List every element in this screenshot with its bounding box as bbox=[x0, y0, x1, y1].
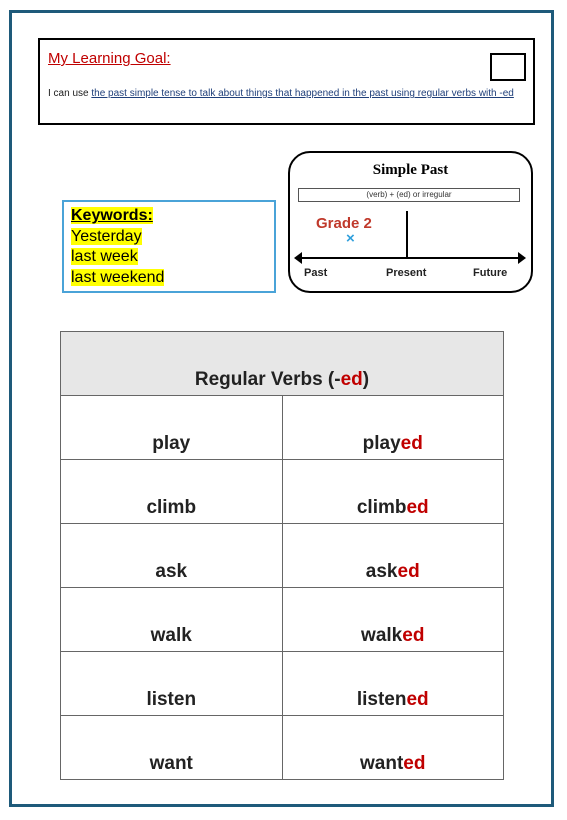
timeline-rule: (verb) + (ed) or irregular bbox=[298, 188, 520, 202]
learning-goal-title: My Learning Goal: bbox=[48, 50, 171, 67]
verb-base: listen bbox=[61, 652, 283, 716]
table-row bbox=[61, 460, 504, 524]
verb-past: wanted bbox=[282, 716, 504, 780]
timeline-label-present: Present bbox=[386, 267, 427, 279]
learning-goal-box bbox=[38, 38, 535, 125]
simple-past-timeline bbox=[288, 151, 533, 293]
timeline-mark-icon: × bbox=[346, 230, 355, 247]
timeline-present-tick bbox=[406, 211, 408, 259]
learning-goal-text bbox=[48, 88, 528, 100]
verb-base: ask bbox=[61, 524, 283, 588]
timeline-grade-label: Grade 2 bbox=[316, 215, 372, 232]
table-row bbox=[61, 396, 504, 460]
goal-text-link: the past simple tense to talk about things that happened in the past using regular verbs with -ed bbox=[91, 88, 514, 99]
regular-verbs-table bbox=[60, 331, 504, 780]
table-row bbox=[61, 716, 504, 780]
arrow-right-icon bbox=[518, 252, 526, 264]
goal-text-prefix: I can use bbox=[48, 88, 92, 99]
keyword-item: last weekend bbox=[71, 268, 165, 286]
verb-base: climb bbox=[61, 460, 283, 524]
verb-past: climbed bbox=[282, 460, 504, 524]
verb-base: play bbox=[61, 396, 283, 460]
table-header-row bbox=[61, 332, 504, 396]
timeline-label-past: Past bbox=[304, 267, 328, 279]
keywords-box bbox=[62, 200, 276, 293]
verb-past: asked bbox=[282, 524, 504, 588]
goal-checkbox[interactable] bbox=[490, 53, 526, 81]
keywords-title: Keywords: bbox=[71, 207, 153, 224]
table-row bbox=[61, 588, 504, 652]
verb-past: listened bbox=[282, 652, 504, 716]
timeline-title: Simple Past bbox=[372, 162, 449, 178]
arrow-left-icon bbox=[294, 252, 302, 264]
verb-base: walk bbox=[61, 588, 283, 652]
verb-past: walked bbox=[282, 588, 504, 652]
table-row bbox=[61, 524, 504, 588]
verb-base: want bbox=[61, 716, 283, 780]
keyword-item: last week bbox=[71, 248, 138, 265]
timeline-axis bbox=[298, 257, 522, 259]
table-header: Regular Verbs (-ed) bbox=[61, 332, 504, 396]
timeline-label-future: Future bbox=[473, 267, 508, 279]
verb-past: played bbox=[282, 396, 504, 460]
keyword-item: Yesterday bbox=[71, 227, 142, 245]
table-row bbox=[61, 652, 504, 716]
